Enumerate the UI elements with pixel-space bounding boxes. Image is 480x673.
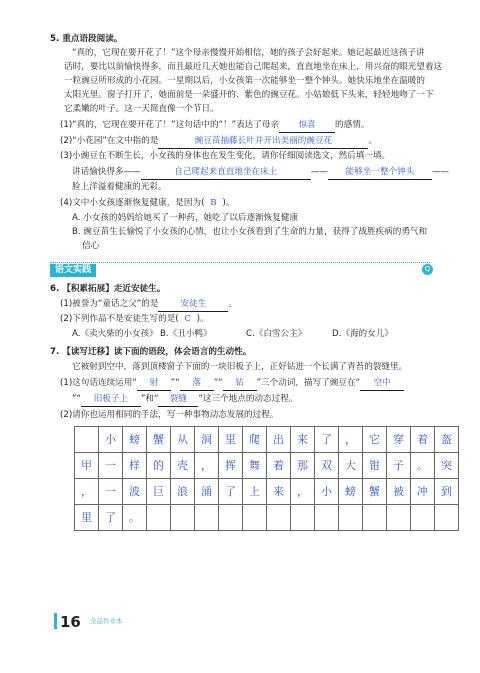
grid-cell[interactable] bbox=[291, 505, 315, 531]
question-text: ”“ bbox=[213, 378, 223, 388]
publisher-label: 全品作业本 bbox=[90, 617, 123, 625]
q6-s1 bbox=[60, 298, 440, 312]
answer-field[interactable]: 落 bbox=[180, 377, 214, 391]
option: C.《白雪公主》 bbox=[246, 329, 307, 339]
q5-s1 bbox=[60, 119, 440, 133]
grid-cell[interactable]: 舞 bbox=[243, 453, 267, 479]
grid-cell[interactable]: 螃 bbox=[123, 427, 147, 453]
question-text: (4)文中小女孩逐渐恢复健康，是因为( bbox=[60, 198, 205, 208]
q7-passage: 它被射到空中，落到顶楼窗子下面的一块旧板子上，正好钻进一个长满了青苔的裂缝里。 bbox=[72, 362, 408, 372]
question-text: ”这三个地点的动态过程。 bbox=[198, 394, 298, 404]
q7-s1 bbox=[60, 377, 440, 391]
grid-cell[interactable]: 浪 bbox=[171, 479, 195, 505]
q7-s2: (2)请你也运用相同的手法，写一种事物动态发展的过程。 bbox=[60, 410, 279, 420]
grid-cell[interactable]: 里 bbox=[219, 427, 243, 453]
section-divider bbox=[50, 262, 430, 276]
grid-cell[interactable]: 那 bbox=[291, 453, 315, 479]
q6-title: 6. 【积累拓展】走近安徒生。 bbox=[50, 284, 166, 294]
grid-cell[interactable]: 大 bbox=[339, 453, 363, 479]
question-text: 。 bbox=[368, 136, 378, 146]
grid-cell[interactable]: 蟹 bbox=[363, 479, 387, 505]
grid-cell[interactable] bbox=[243, 505, 267, 531]
question-text: 讲话愉快得多—— bbox=[72, 167, 141, 177]
grid-cell[interactable]: ， bbox=[195, 453, 219, 479]
answer-field[interactable]: 钻 bbox=[223, 377, 257, 391]
grid-cell[interactable]: 钳 bbox=[363, 453, 387, 479]
answer-field[interactable]: 裂缝 bbox=[158, 393, 198, 407]
question-text: (2)下列作品不是安徒生写的是( bbox=[60, 314, 179, 324]
answer-field[interactable]: 惊喜 bbox=[279, 119, 335, 133]
grid-cell[interactable] bbox=[267, 505, 291, 531]
grid-cell[interactable]: ， bbox=[75, 479, 99, 505]
question-text: )。 bbox=[222, 198, 235, 208]
q7-s1-cont bbox=[72, 393, 440, 407]
q5-title: 5. 重点语段阅读。 bbox=[50, 34, 123, 44]
grid-cell[interactable] bbox=[363, 505, 387, 531]
q7-title: 7. 【读写迁移】读下面的语段，体会语言的生动性。 bbox=[50, 347, 252, 357]
grid-cell[interactable]: 它 bbox=[363, 427, 387, 453]
grid-cell[interactable]: 涌 bbox=[195, 479, 219, 505]
q5-s2 bbox=[60, 135, 440, 149]
q5-s4 bbox=[60, 197, 440, 210]
question-text: (1)“真的，它现在要开花了！”这句话中的“！”表达了母亲 bbox=[60, 120, 280, 130]
grid-cell[interactable]: 壳 bbox=[171, 453, 195, 479]
q6-s2 bbox=[60, 313, 440, 326]
passage-line: 一粒豌豆所形成的小花园。一星期以后，小女孩第一次能够坐一整个钟头。她快乐地坐在温暖的 bbox=[64, 76, 425, 86]
question-text: ”三个动词，描写了豌豆在“ bbox=[256, 378, 361, 388]
grid-cell[interactable]: 突 bbox=[435, 453, 459, 479]
q5-s3-fill bbox=[72, 166, 450, 180]
grid-cell[interactable]: 着 bbox=[411, 427, 435, 453]
answer-field[interactable]: 安徒生 bbox=[158, 298, 228, 312]
grid-cell[interactable]: 。 bbox=[411, 453, 435, 479]
grid-cell[interactable]: 穿 bbox=[387, 427, 411, 453]
page-number: 16 bbox=[60, 613, 81, 631]
question-text: 的感情。 bbox=[335, 120, 370, 130]
grid-cell[interactable] bbox=[75, 427, 99, 453]
answer-field[interactable]: 自己爬起来直直地坐在床上 bbox=[141, 166, 311, 180]
option: A. 小女孩的妈妈给她买了一种药，她吃了以后逐渐恢复健康 bbox=[72, 213, 299, 223]
grid-cell[interactable]: 爬 bbox=[243, 427, 267, 453]
grid-cell[interactable] bbox=[171, 505, 195, 531]
grid-cell[interactable]: 到 bbox=[435, 479, 459, 505]
grid-cell[interactable]: 甲 bbox=[75, 453, 99, 479]
question-text: (1)被誉为“童话之父”的是 bbox=[60, 299, 159, 309]
passage-line: 太阳光里。窗子打开了，她面前是一朵盛开的、紫色的豌豆花。小姑娘低下头来，轻轻地吻了一下 bbox=[64, 90, 434, 100]
option: A.《卖火柴的小女孩》 bbox=[72, 329, 158, 339]
grid-cell[interactable]: 被 bbox=[387, 479, 411, 505]
answer-field[interactable]: 射 bbox=[137, 377, 171, 391]
q6-options bbox=[72, 328, 440, 341]
grid-cell[interactable]: 螃 bbox=[339, 479, 363, 505]
grid-cell[interactable]: 一 bbox=[99, 479, 123, 505]
footer-bar bbox=[54, 613, 57, 629]
grid-cell[interactable]: 样 bbox=[123, 453, 147, 479]
option: D.《海的女儿》 bbox=[332, 329, 393, 339]
answer-field[interactable]: C bbox=[184, 314, 191, 324]
grid-cell[interactable]: 冲 bbox=[411, 479, 435, 505]
grid-cell[interactable]: 双 bbox=[315, 453, 339, 479]
question-text: —— bbox=[431, 167, 450, 177]
grid-cell[interactable]: 了 bbox=[219, 479, 243, 505]
grid-cell[interactable]: 洞 bbox=[195, 427, 219, 453]
grid-cell[interactable] bbox=[411, 505, 435, 531]
grid-cell[interactable]: 上 bbox=[243, 479, 267, 505]
question-text: 。 bbox=[228, 299, 238, 309]
grid-cell[interactable]: 蟹 bbox=[147, 427, 171, 453]
grid-cell[interactable] bbox=[195, 505, 219, 531]
grid-cell[interactable]: 的 bbox=[147, 453, 171, 479]
answer-field[interactable]: 旧板子上 bbox=[81, 393, 141, 407]
option: B.《丑小鸭》 bbox=[160, 329, 212, 339]
grid-cell[interactable] bbox=[219, 505, 243, 531]
grid-cell[interactable]: 子 bbox=[387, 453, 411, 479]
grid-cell[interactable]: 着 bbox=[267, 453, 291, 479]
grid-cell[interactable]: 从 bbox=[171, 427, 195, 453]
grid-cell[interactable]: 了 bbox=[99, 505, 123, 531]
grid-row bbox=[75, 479, 459, 505]
grid-cell[interactable]: 一 bbox=[99, 453, 123, 479]
grid-cell[interactable]: 巨 bbox=[147, 479, 171, 505]
question-text: ”“ bbox=[170, 378, 180, 388]
grid-cell[interactable]: 。 bbox=[123, 505, 147, 531]
grid-cell[interactable]: 了 bbox=[315, 427, 339, 453]
grid-cell[interactable]: ， bbox=[339, 427, 363, 453]
question-text: (2)“小花园”在文中指的是 bbox=[60, 136, 159, 146]
section-end-icon: Q bbox=[422, 264, 433, 275]
grid-cell[interactable]: 挥 bbox=[219, 453, 243, 479]
answer-field[interactable]: 能够坐一整个钟头 bbox=[328, 166, 432, 180]
question-text: (1)这句话连续运用“ bbox=[60, 378, 137, 388]
answer-field[interactable]: 空中 bbox=[360, 377, 404, 391]
grid-cell[interactable] bbox=[315, 505, 339, 531]
grid-cell[interactable]: 来 bbox=[267, 479, 291, 505]
passage-line: 话时，要比以前愉快得多，而且最近几天她也能自己爬起来，直直地坐在床上，用兴奋的眼光望着这 bbox=[64, 62, 443, 72]
option: B. 豌豆苗生长愉悦了小女孩的心情，也让小女孩看到了生命的力量，获得了战胜疾病的勇气和 bbox=[72, 227, 428, 237]
grid-cell[interactable] bbox=[435, 505, 459, 531]
question-text: ”和“ bbox=[140, 394, 159, 404]
grid-row bbox=[75, 505, 459, 531]
q5-s3-end: 脸上洋溢着健康的光彩。 bbox=[72, 182, 167, 192]
grid-cell[interactable] bbox=[387, 505, 411, 531]
answer-field[interactable]: B bbox=[210, 198, 217, 208]
question-text: ”“ bbox=[72, 394, 81, 404]
passage-line: 它柔嫩的叶子。这一天简直像一个节日。 bbox=[64, 104, 219, 114]
grid-cell[interactable]: 来 bbox=[291, 427, 315, 453]
option: 信心 bbox=[82, 241, 100, 251]
grid-cell[interactable] bbox=[147, 505, 171, 531]
answer-field[interactable]: 豌豆苗抽藤长叶并开出美丽的豌豆花 bbox=[158, 135, 368, 149]
section-label: 语文实践 bbox=[50, 264, 96, 277]
grid-cell[interactable]: 波 bbox=[123, 479, 147, 505]
passage-line: “真的，它现在要开花了！”这个母亲慢慢开始相信，她的孩子会好起来。她记起最近这孩子讲 bbox=[72, 48, 425, 58]
writing-grid[interactable] bbox=[74, 426, 459, 531]
grid-cell[interactable]: 盔 bbox=[435, 427, 459, 453]
grid-cell[interactable] bbox=[339, 505, 363, 531]
q5-s3: (3)小豌豆在不断生长，小女孩的身体也在发生变化，请你仔细阅读选文，然后填一填。 bbox=[60, 151, 391, 161]
grid-row bbox=[75, 453, 459, 479]
grid-cell[interactable]: 出 bbox=[267, 427, 291, 453]
grid-cell[interactable]: 里 bbox=[75, 505, 99, 531]
question-text: —— bbox=[310, 167, 328, 177]
grid-cell[interactable]: 小 bbox=[99, 427, 123, 453]
grid-cell[interactable]: ， bbox=[291, 479, 315, 505]
question-text: )。 bbox=[196, 314, 209, 324]
grid-cell[interactable]: 小 bbox=[315, 479, 339, 505]
grid-row bbox=[75, 427, 459, 453]
